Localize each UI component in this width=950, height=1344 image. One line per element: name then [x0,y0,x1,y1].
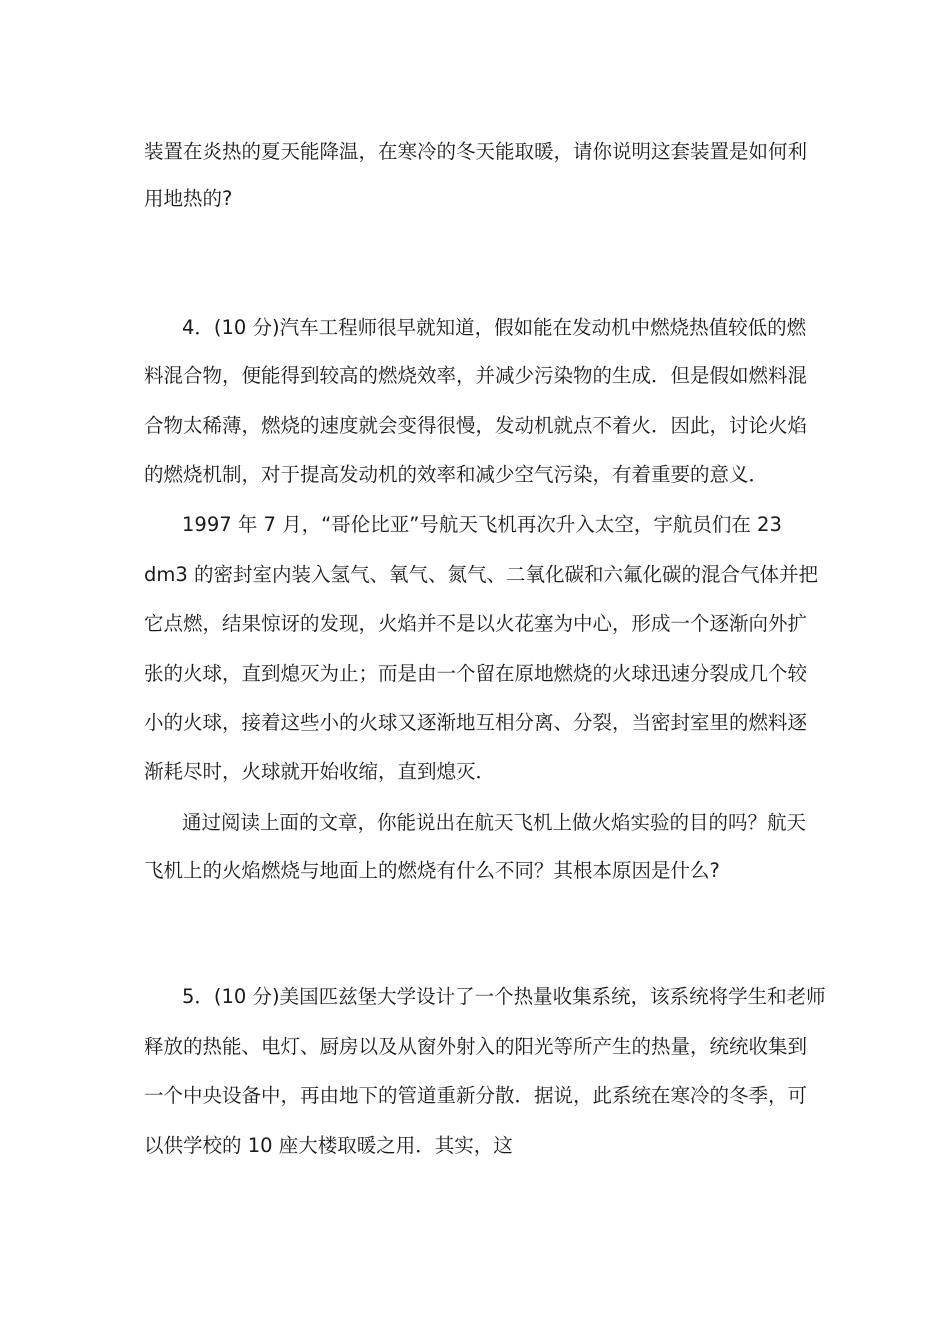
q4-ask-line-1: 通过阅读上面的文章，你能说出在航天飞机上做火焰实验的目的吗？航天 [182,811,807,834]
q4-intro-line-2: 料混合物，便能得到较高的燃烧效率，并减少污染物的生成．但是假如燃料混 [144,364,808,387]
q5-line-3: 一个中央设备中，再由地下的管道重新分散．据说，此系统在寒冷的冬季，可 [144,1084,808,1107]
q4-story-line-2: dm3 的密封室内装入氢气、氧气、氮气、二氧化碳和六氟化碳的混合气体并把 [144,563,818,586]
q5-line-1: 5．(10 分)美国匹兹堡大学设计了一个热量收集系统，该系统将学生和老师 [182,985,826,1008]
q5-line-2: 释放的热能、电灯、厨房以及从窗外射入的阳光等所产生的热量，统统收集到 [144,1035,808,1058]
q4-ask-line-2: 飞机上的火焰燃烧与地面上的燃烧有什么不同？其根本原因是什么? [144,859,720,882]
q5-line-4: 以供学校的 10 座大楼取暖之用．其实，这 [144,1134,513,1157]
q4-story-line-4: 张的火球，直到熄灭为止；而是由一个留在原地燃烧的火球迅速分裂成几个较 [144,662,808,685]
q4-story-line-5: 小的火球，接着这些小的火球又逐渐地互相分离、分裂，当密封室里的燃料逐 [144,711,808,734]
q3-line-1: 装置在炎热的夏天能降温，在寒冷的冬天能取暖，请你说明这套装置是如何利 [144,140,808,163]
q4-intro-line-4: 的燃烧机制，对于提高发动机的效率和减少空气污染，有着重要的意义． [144,463,769,486]
q3-line-2: 用地热的? [144,187,233,210]
q4-intro-line-1: 4．(10 分)汽车工程师很早就知道，假如能在发动机中燃烧热值较低的燃 [182,316,807,339]
q4-story-line-3: 它点燃，结果惊讶的发现，火焰并不是以火花塞为中心，形成一个逐渐向外扩 [144,612,808,635]
q4-intro-line-3: 合物太稀薄，燃烧的速度就会变得很慢，发动机就点不着火．因此，讨论火焰 [144,414,808,437]
q4-story-line-1: 1997 年 7 月，“哥伦比亚”号航天飞机再次升入太空，宇航员们在 23 [182,513,782,536]
q4-story-line-6: 渐耗尽时，火球就开始收缩，直到熄灭． [144,760,496,783]
